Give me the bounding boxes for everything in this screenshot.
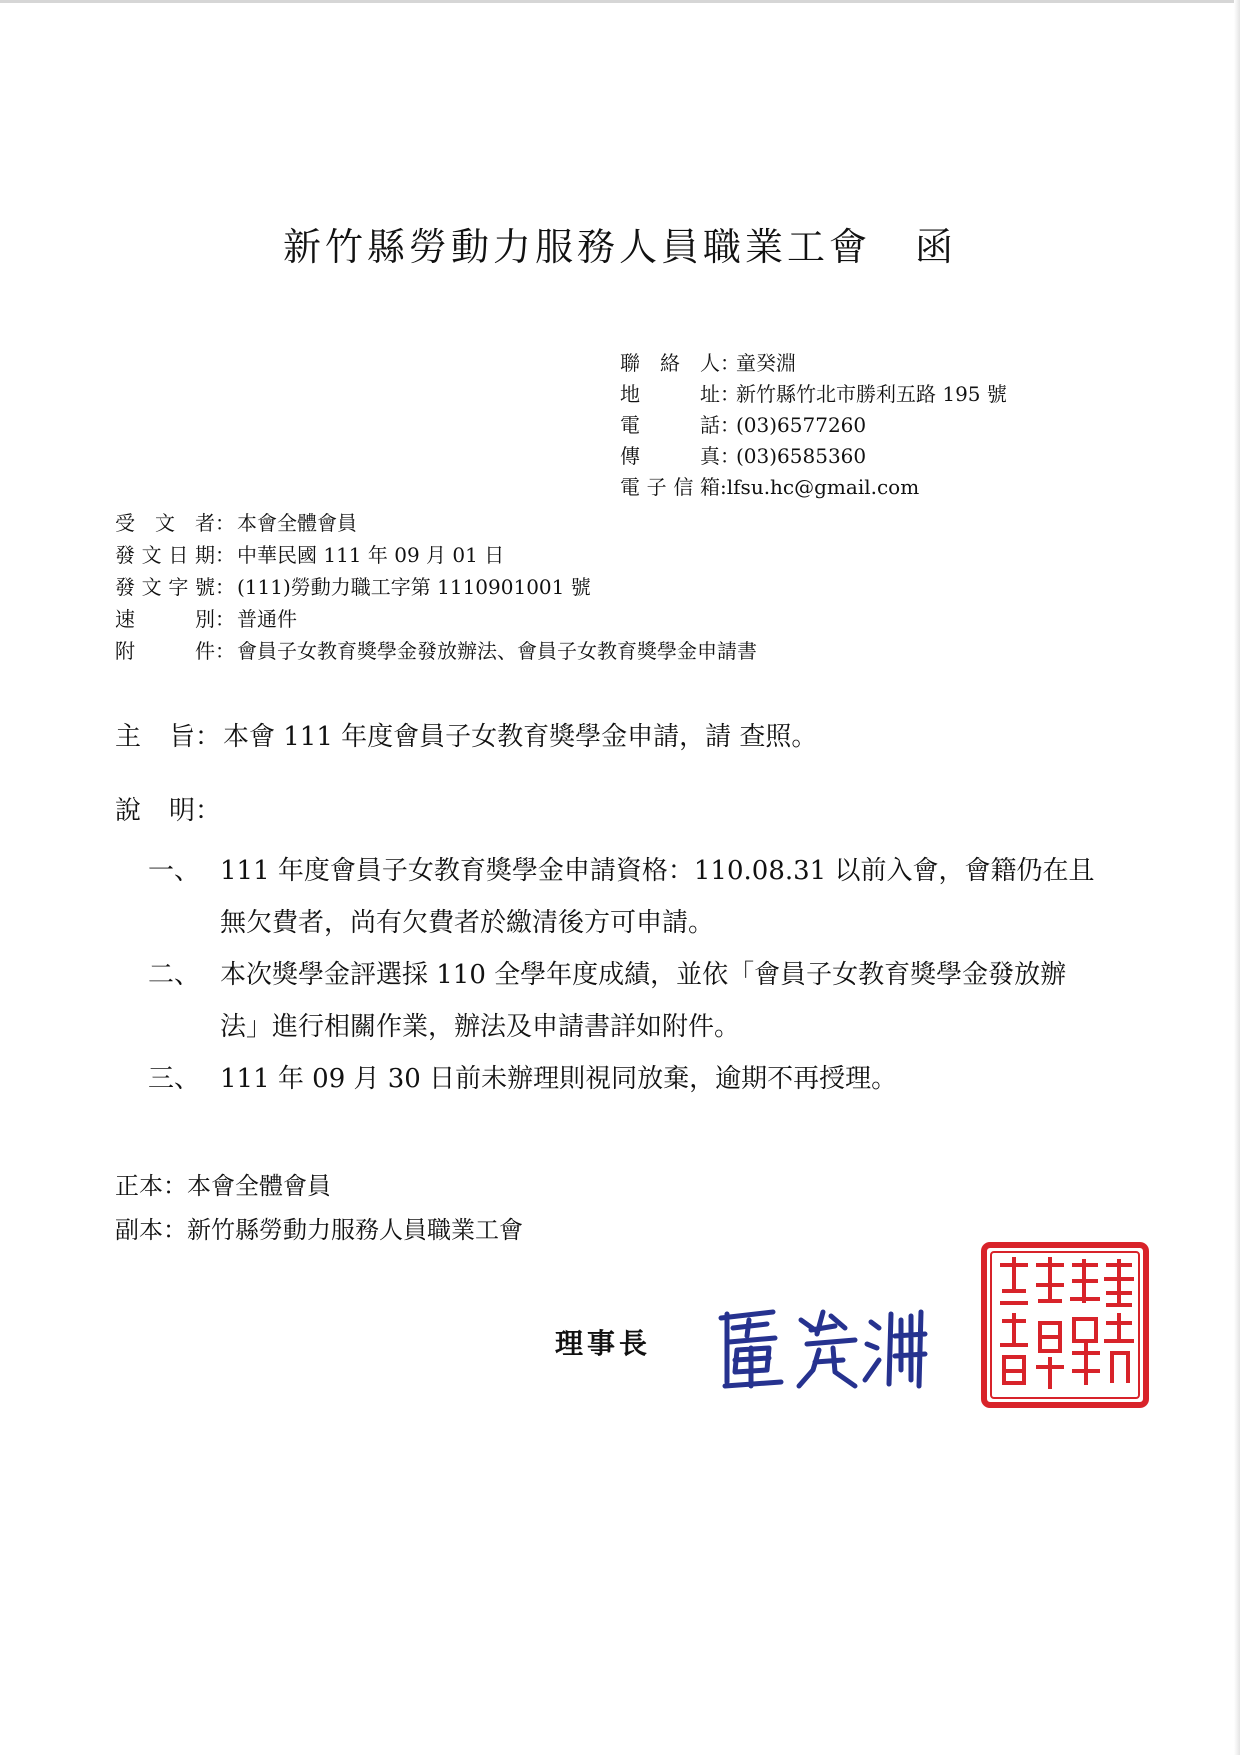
document-title-suffix: 函 — [915, 225, 958, 269]
header-label: 發文日期 — [115, 543, 215, 567]
explanation-items — [148, 845, 1098, 1105]
header-label: 速別 — [115, 607, 215, 631]
copies-block — [115, 1164, 523, 1252]
header-row-date — [115, 539, 757, 571]
contact-row-address — [620, 379, 1007, 410]
explanation-heading — [115, 790, 221, 827]
contact-block — [620, 348, 1007, 503]
official-seal — [980, 1241, 1150, 1409]
header-row-number — [115, 571, 757, 603]
contact-label: 地址 — [620, 382, 720, 406]
header-label: 附件 — [115, 639, 215, 663]
explanation-item — [148, 845, 1098, 949]
item-number: 二、 — [148, 960, 201, 990]
subject-colon: ： — [195, 722, 222, 752]
header-row-recipient — [115, 507, 757, 539]
contact-row-fax — [620, 441, 1007, 472]
header-value: 本會全體會員 — [237, 511, 357, 535]
contact-colon: ： — [720, 444, 740, 468]
header-fields — [115, 507, 757, 667]
contact-value: lfsu.hc@gmail.com — [726, 475, 920, 499]
contact-row-person — [620, 348, 1007, 379]
header-label: 受文者 — [115, 511, 215, 535]
item-text: 本次獎學金評選採 110 全學年度成績，並依「會員子女教育獎學金發放辦法」進行相關作業，辦法及申請書詳如附件。 — [220, 960, 1067, 1042]
header-colon: ： — [215, 607, 235, 631]
subject-line — [115, 716, 817, 753]
header-colon: ： — [215, 511, 235, 535]
header-row-priority — [115, 603, 757, 635]
contact-label: 傳真 — [620, 444, 720, 468]
contact-colon: : — [720, 475, 727, 499]
item-text: 111 年 09 月 30 日前未辦理則視同放棄，逾期不再授理。 — [220, 1064, 898, 1094]
explanation-item — [148, 949, 1098, 1053]
contact-colon: ： — [720, 382, 740, 406]
contact-value: 童癸淵 — [736, 351, 796, 375]
contact-label: 聯絡人 — [620, 351, 720, 375]
item-number: 三、 — [148, 1064, 201, 1094]
scan-edge-top — [0, 0, 1240, 3]
contact-row-phone — [620, 410, 1007, 441]
contact-value: (03)6585360 — [736, 444, 867, 468]
subject-label: 主旨 — [115, 722, 195, 752]
contact-value: 新竹縣竹北市勝利五路 195 號 — [736, 382, 1007, 406]
item-text: 111 年度會員子女教育獎學金申請資格：110.08.31 以前入會，會籍仍在且無欠費者，尚有欠費者於繳清後方可申請。 — [220, 856, 1095, 938]
duplicate-copy-line: 副本：新竹縣勞動力服務人員職業工會 — [115, 1216, 523, 1244]
contact-row-email — [620, 472, 1007, 503]
header-value: 會員子女教育獎學金發放辦法、會員子女教育獎學金申請書 — [237, 639, 757, 663]
header-value: 普通件 — [237, 607, 297, 631]
item-number: 一、 — [148, 856, 201, 886]
explanation-colon: ： — [195, 796, 222, 826]
signatory-title: 理事長 — [555, 1327, 652, 1360]
header-label: 發文字號 — [115, 575, 215, 599]
header-colon: ： — [215, 639, 235, 663]
subject-text: 本會 111 年度會員子女教育獎學金申請，請 查照。 — [223, 722, 818, 752]
contact-label: 電話 — [620, 413, 720, 437]
contact-colon: ： — [720, 413, 740, 437]
original-copy-line: 正本：本會全體會員 — [115, 1172, 331, 1200]
header-row-attachment — [115, 635, 757, 667]
header-value: 中華民國 111 年 09 月 01 日 — [237, 543, 505, 567]
explanation-item — [148, 1053, 1098, 1105]
header-colon: ： — [215, 543, 235, 567]
header-value: (111)勞動力職工字第 1110901001 號 — [237, 575, 591, 599]
contact-label: 電子信箱 — [620, 475, 720, 499]
handwritten-signature — [715, 1300, 941, 1390]
document-title — [0, 216, 1240, 271]
document-title-text: 新竹縣勞動力服務人員職業工會 — [282, 225, 871, 269]
contact-colon: ： — [720, 351, 740, 375]
explanation-label: 說明 — [115, 796, 195, 826]
contact-value: (03)6577260 — [736, 413, 867, 437]
header-colon: ： — [215, 575, 235, 599]
